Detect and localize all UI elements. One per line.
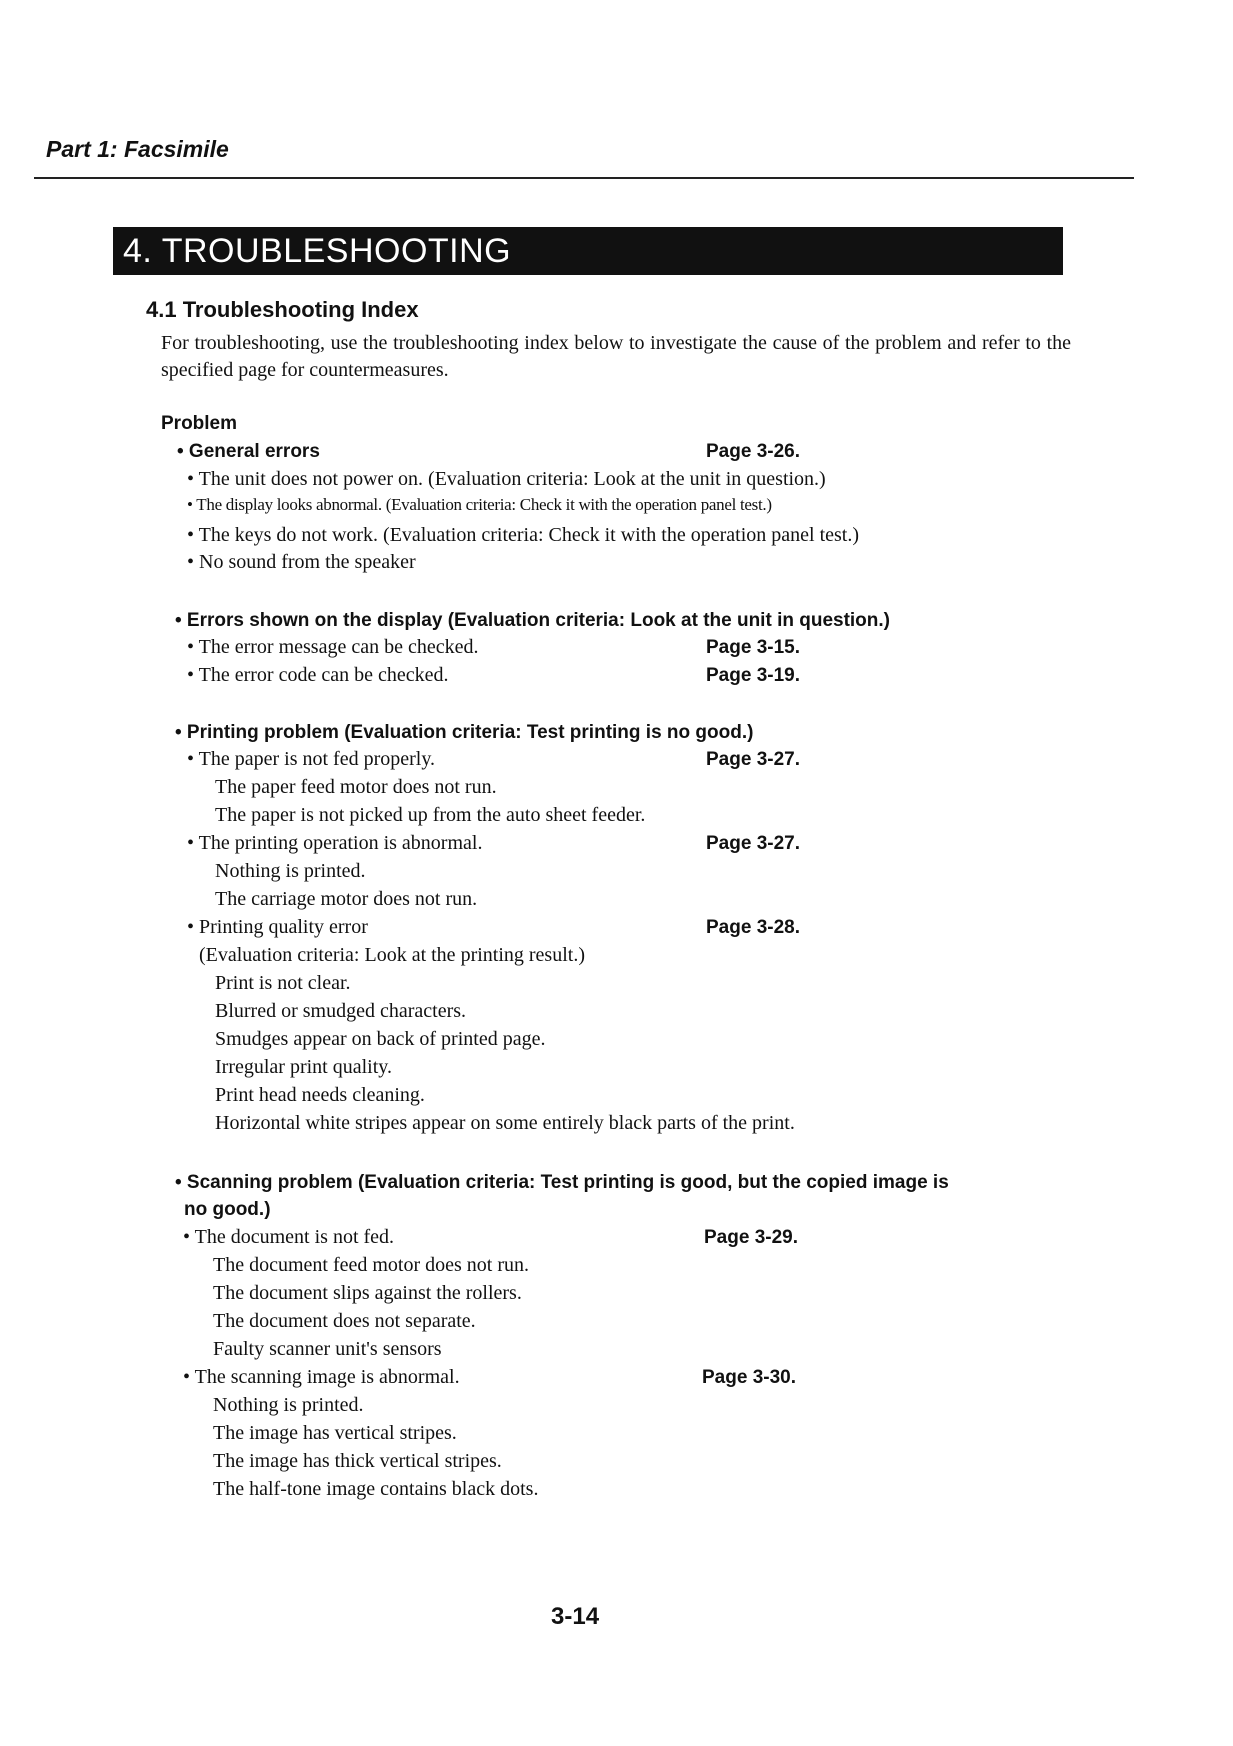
scanning-image-detail: The half-tone image contains black dots. — [213, 1478, 539, 1500]
printing-quality-detail: Blurred or smudged characters. — [215, 1000, 467, 1022]
general-item: • The keys do not work. (Evaluation criteria: Check it with the operation panel test.) — [187, 524, 860, 546]
part-header: Part 1: Facsimile — [46, 136, 229, 162]
chapter-title-bar — [113, 227, 1063, 275]
display-error-page: Page 3-15. — [706, 637, 800, 658]
scanning-heading-cont: no good.) — [184, 1199, 271, 1220]
general-errors-page: Page 3-26. — [706, 441, 800, 462]
page-number: 3-14 — [551, 1603, 600, 1630]
printing-quality-detail: Irregular print quality. — [215, 1056, 392, 1078]
printing-heading: • Printing problem (Evaluation criteria: Test printing is no good.) — [175, 722, 754, 743]
printing-quality-detail: Print is not clear. — [215, 972, 351, 994]
printing-operation-detail: Nothing is printed. — [215, 860, 366, 882]
printing-feed-page: Page 3-27. — [706, 749, 800, 770]
problem-label: Problem — [161, 413, 238, 434]
printing-feed-item: • The paper is not fed properly. — [187, 748, 436, 770]
scanning-document-detail: The document slips against the rollers. — [213, 1282, 522, 1304]
scanning-image-detail: The image has vertical stripes. — [213, 1422, 457, 1444]
display-error-item: • The error code can be checked. — [187, 664, 449, 686]
printing-operation-page: Page 3-27. — [706, 833, 800, 854]
section-intro: For troubleshooting, use the troubleshooting index below to investigate the cause of the problem and refer to the specified page for countermeasures. — [161, 332, 1071, 381]
printing-quality-page: Page 3-28. — [706, 917, 800, 938]
printing-operation-item: • The printing operation is abnormal. — [187, 832, 483, 854]
printing-quality-detail: Print head needs cleaning. — [215, 1084, 425, 1106]
general-errors-heading: • General errors — [177, 441, 320, 462]
scanning-document-detail: The document does not separate. — [213, 1310, 476, 1332]
scanning-document-detail: Faulty scanner unit's sensors — [213, 1338, 442, 1360]
scanning-image-page: Page 3-30. — [702, 1367, 796, 1388]
scanning-image-detail: Nothing is printed. — [213, 1394, 364, 1416]
scanning-image-item: • The scanning image is abnormal. — [183, 1366, 460, 1388]
printing-quality-detail: Smudges appear on back of printed page. — [215, 1028, 546, 1050]
scanning-document-page: Page 3-29. — [704, 1227, 798, 1248]
printing-quality-item: • Printing quality error — [187, 916, 368, 938]
general-item: • No sound from the speaker — [187, 551, 416, 573]
scanning-image-detail: The image has thick vertical stripes. — [213, 1450, 502, 1472]
printing-feed-detail: The paper is not picked up from the auto sheet feeder. — [215, 804, 646, 826]
section-heading: 4.1 Troubleshooting Index — [146, 297, 419, 322]
chapter-title: 4. TROUBLESHOOTING — [123, 232, 512, 270]
scanning-document-item: • The document is not fed. — [183, 1226, 395, 1248]
printing-feed-detail: The paper feed motor does not run. — [215, 776, 497, 798]
general-item: • The unit does not power on. (Evaluation criteria: Look at the unit in question.) — [187, 468, 826, 490]
general-item: • The display looks abnormal. (Evaluation criteria: Check it with the operation panel test.) — [187, 495, 772, 514]
display-error-page: Page 3-19. — [706, 665, 800, 686]
header-rule — [34, 177, 1134, 179]
printing-operation-detail: The carriage motor does not run. — [215, 888, 478, 910]
printing-quality-criteria: (Evaluation criteria: Look at the printing result.) — [199, 944, 585, 966]
scanning-document-detail: The document feed motor does not run. — [213, 1254, 530, 1276]
scanning-heading: • Scanning problem (Evaluation criteria: Test printing is good, but the copied image is — [175, 1172, 949, 1193]
display-errors-heading: • Errors shown on the display (Evaluation criteria: Look at the unit in question.) — [175, 610, 891, 631]
printing-quality-detail: Horizontal white stripes appear on some entirely black parts of the print. — [215, 1112, 795, 1134]
display-error-item: • The error message can be checked. — [187, 636, 479, 658]
